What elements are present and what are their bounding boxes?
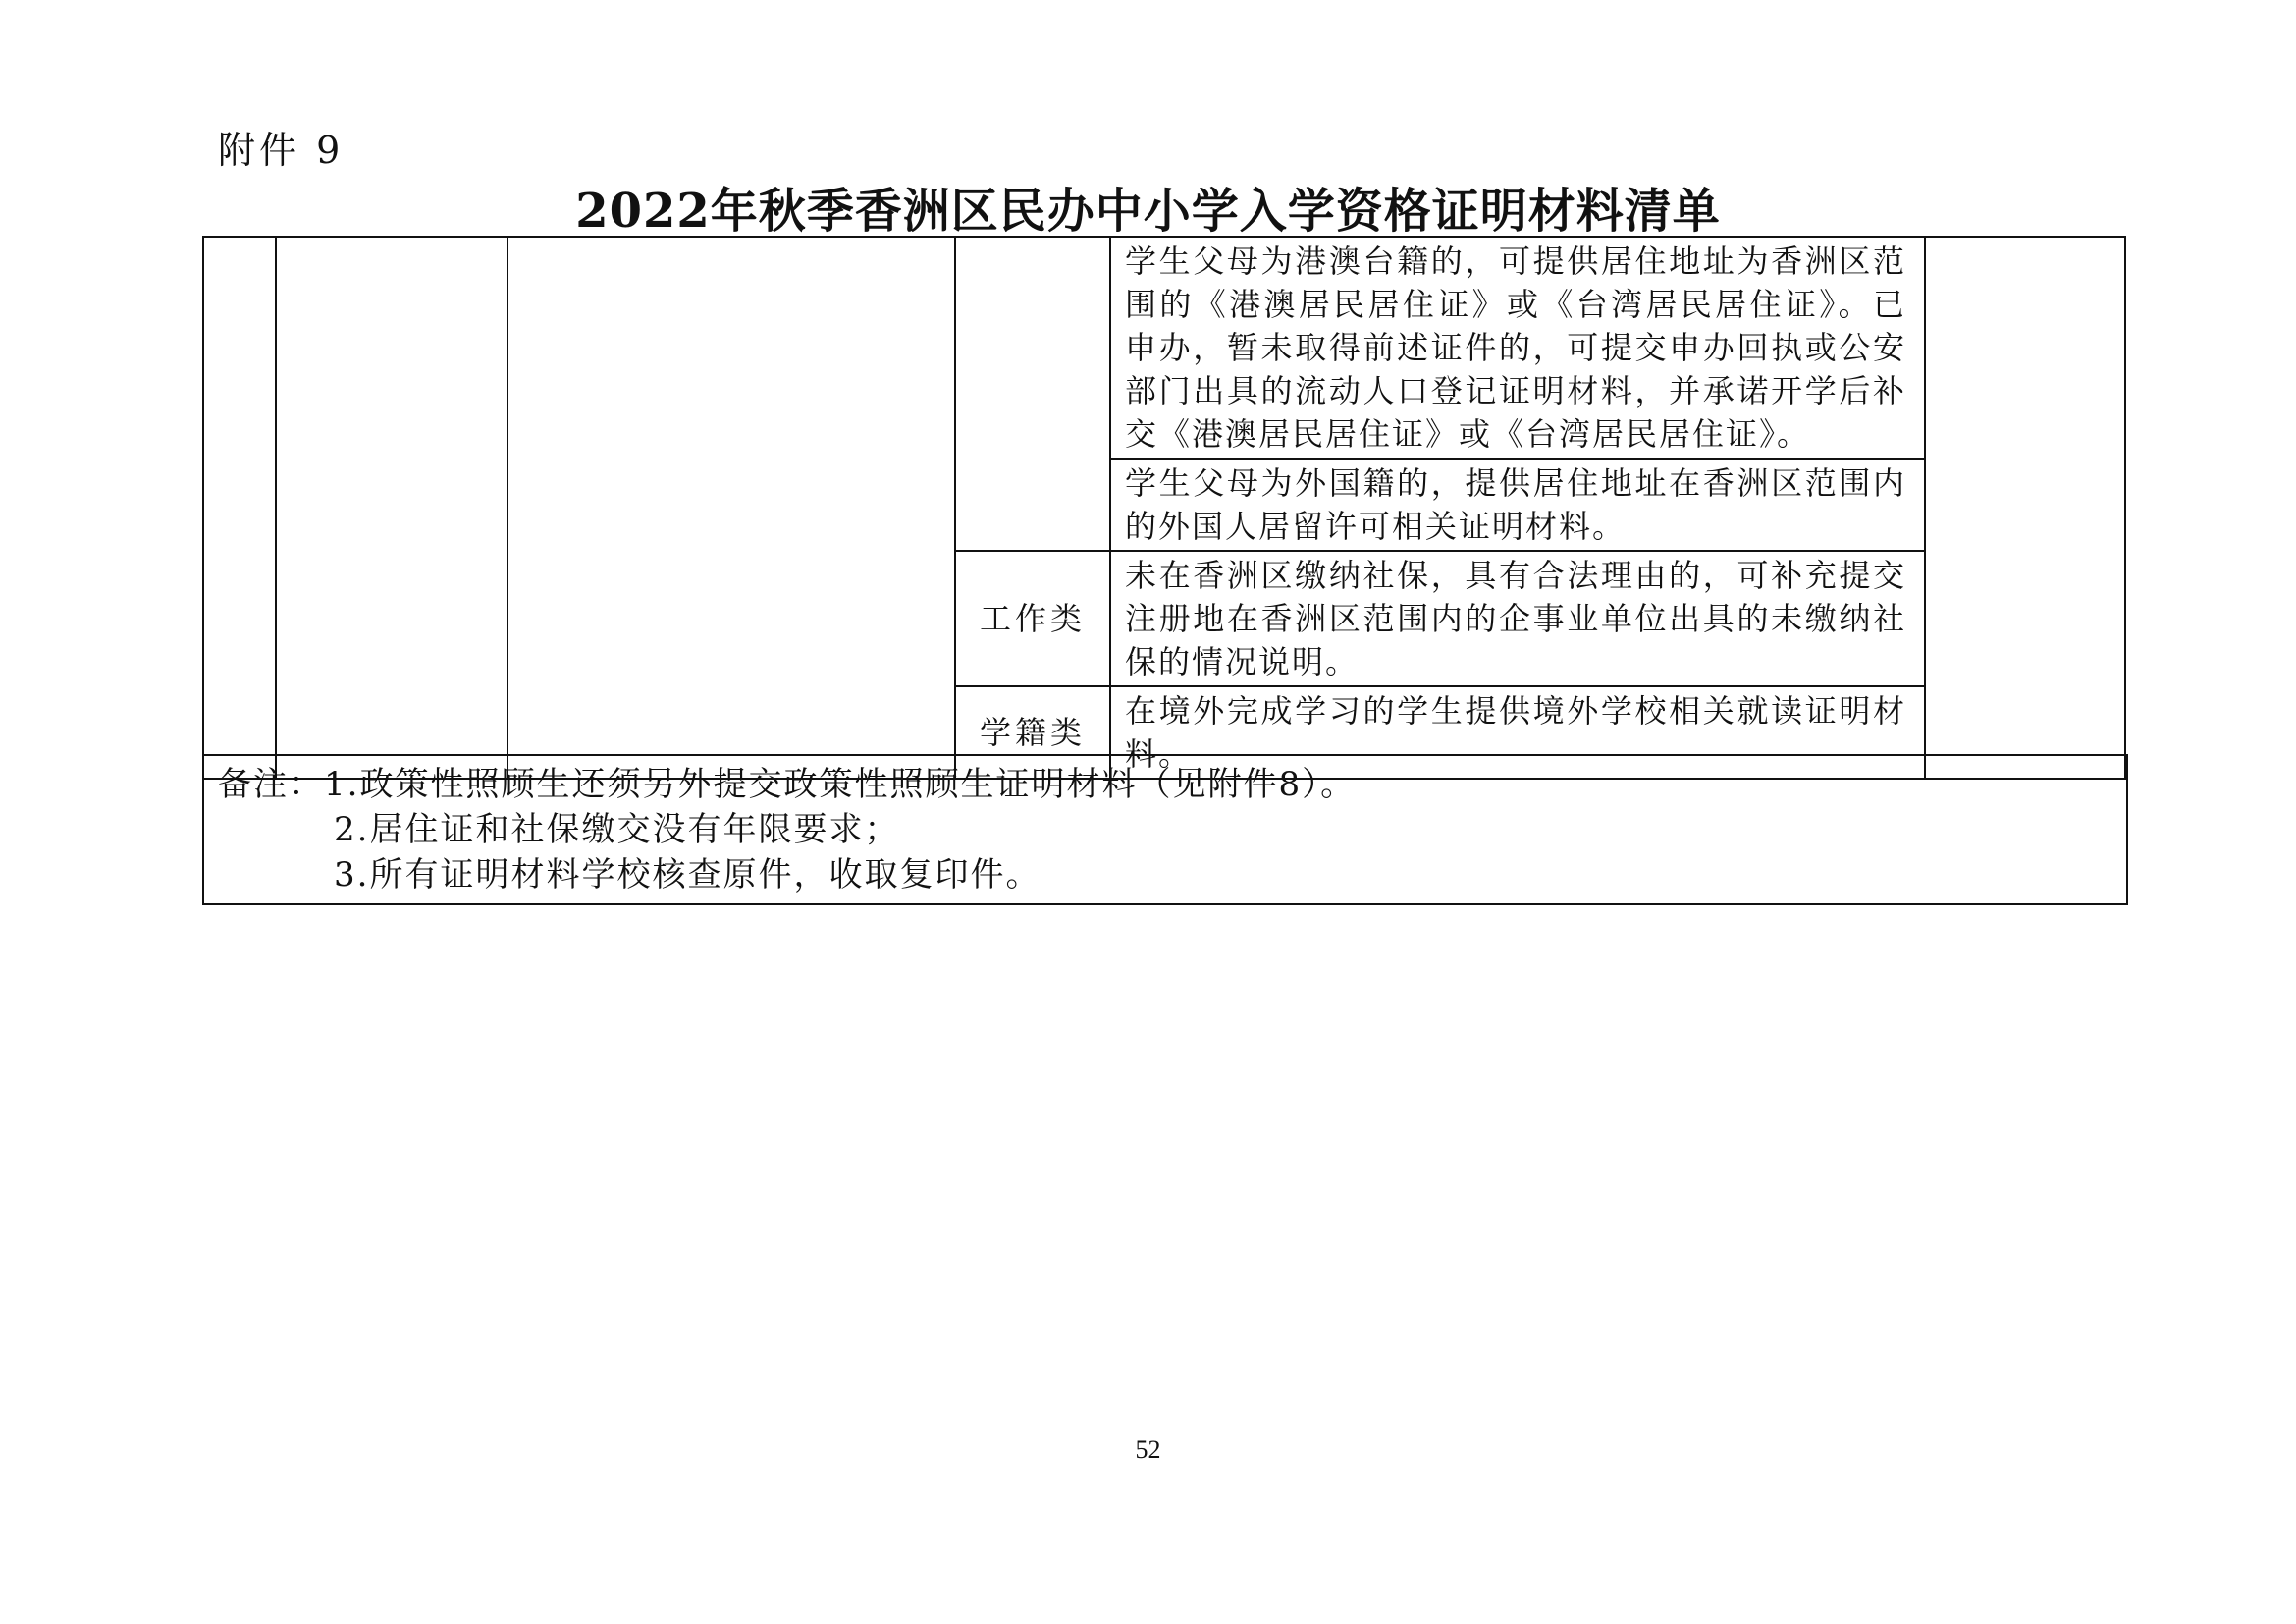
materials-table — [202, 236, 2126, 780]
note-item — [218, 762, 2112, 807]
table-cell-index — [203, 237, 276, 779]
note-item: 3.所有证明材料学校核查原件，收取复印件。 — [334, 855, 1041, 894]
table-cell-description: 学生父母为港澳台籍的，可提供居住地址为香洲区范围的《港澳居民居住证》或《台湾居民居住证》。已申办，暂未取得前述证件的，可提交申办回执或公安部门出具的流动人口登记证明材料，并承诺开学后补交《港澳居民居住证》或《台湾居民居住证》。 — [1110, 237, 1925, 459]
table-cell-remark — [1925, 237, 2125, 779]
table-cell-description: 未在香洲区缴纳社保，具有合法理由的，可补充提交注册地在香洲区范围内的企事业单位出具的未缴纳社保的情况说明。 — [1110, 551, 1925, 686]
page-number: 52 — [1135, 1435, 1161, 1464]
table-cell-description: 在境外完成学习的学生提供境外学校相关就读证明材料。 — [1110, 686, 1925, 779]
table-cell-description: 学生父母为外国籍的，提供居住地址在香洲区范围内的外国人居留许可相关证明材料。 — [1110, 459, 1925, 551]
table-cell-type — [507, 237, 955, 779]
notes-label: 备注： — [218, 765, 324, 804]
document-title: 2022年秋季香洲区民办中小学入学资格证明材料清单 — [575, 184, 1721, 239]
note-text: 1.政策性照顾生还须另外提交政策性照顾生证明材料（见附件8）。 — [324, 765, 1357, 804]
table-cell-category — [955, 237, 1110, 551]
table-cell-category: 学籍类 — [955, 686, 1110, 779]
table-cell-category: 工作类 — [955, 551, 1110, 686]
table-cell-stage — [276, 237, 507, 779]
attachment-label: 附件 9 — [218, 129, 345, 172]
table-row — [203, 237, 2125, 459]
notes-box — [202, 754, 2128, 905]
note-item: 2.居住证和社保缴交没有年限要求； — [334, 810, 900, 849]
notes-cell — [203, 755, 2127, 904]
